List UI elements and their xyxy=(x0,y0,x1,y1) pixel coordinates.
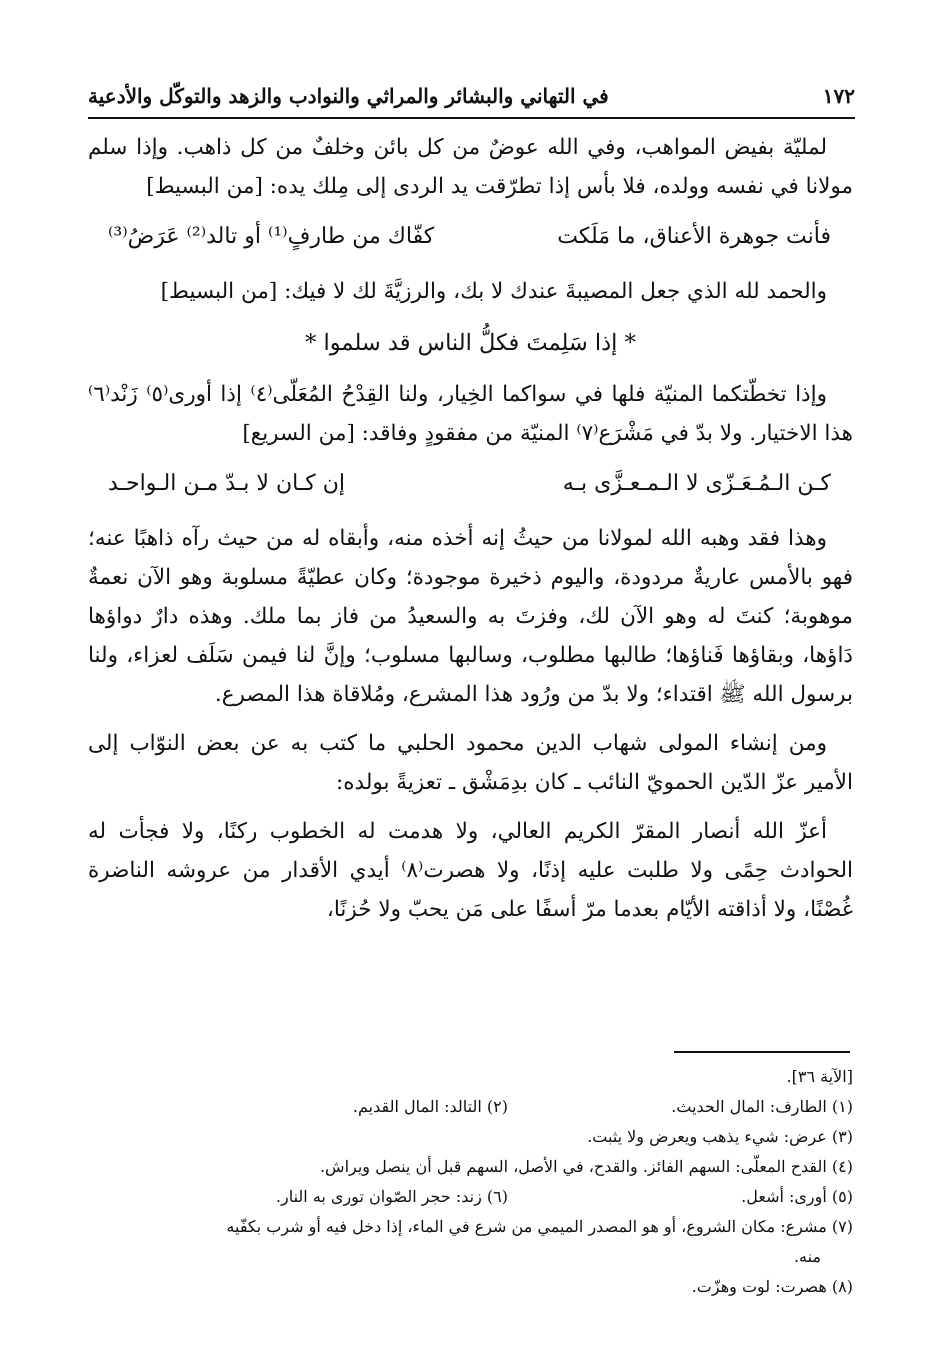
footnote-7: (٧) مشرع: مكان الشروع، أو هو المصدر الميمي من شرع في الماء، إذا دخل فيه أو شرب بكفّيه xyxy=(226,1217,853,1236)
footnote-row-5-6 xyxy=(88,1182,853,1212)
verse-2-first-hemistich: كـن الـمُـعَـزّى لا الـمـعـزَّى بـه xyxy=(562,471,831,496)
paragraph-6: أعزّ الله أنصار المقرّ الكريم العالي، ولا هدمت له الخطوب ركنًا، ولا فجأت له الحوادث حِمًى ولا طلبت عليه إذنًا، ولا هصرت⁽٨⁾ أيدي الأقدار من عروشه الناضرة غُصْنًا، ولا أذاقته الأيّام بعدما مرّ أسفًا على مَن يحبّ ولا حُزنًا، xyxy=(88,819,853,922)
verse-2 xyxy=(88,463,853,505)
main-text xyxy=(88,128,853,939)
paragraph-3: وإذا تخطّتكما المنيّة فلها في سواكما الخِيار، ولنا القِدْحُ المُعَلّى⁽٤⁾ إذا أورى⁽٥⁾ زَنْد⁽٦⁾ هذا الاختيار. ولا بدّ في مَشْرَع⁽٧⁾ المنيّة من مفقودٍ وفاقد: [من السريع] xyxy=(88,382,853,446)
footnote-row-1-2 xyxy=(88,1092,853,1122)
footnote-8: (٨) هصرت: لوت وهزّت. xyxy=(691,1277,853,1296)
header-rule xyxy=(88,117,855,119)
centered-verse: * إذا سَلِمتَ فكلُّ الناس قد سلموا * xyxy=(305,330,636,356)
verse-1 xyxy=(88,216,853,258)
running-head xyxy=(88,78,855,114)
footnote-3: (٣) عرض: شيء يذهب ويعرض ولا يثبت. xyxy=(587,1127,853,1146)
footnote-5: (٥) أورى: أشعل. xyxy=(741,1187,853,1206)
verse-1-second-hemistich: كفّاك من طارفٍ⁽¹⁾ أو تالد⁽²⁾ عَرَضُ⁽³⁾ xyxy=(108,224,435,249)
footnote-rule xyxy=(674,1051,850,1053)
footnote-7-continuation: منه. xyxy=(793,1247,821,1266)
footnote-1: (١) الطارف: المال الحديث. xyxy=(671,1097,853,1116)
footnotes xyxy=(88,1062,853,1302)
paragraph-1: لمليّة بفيض المواهب، وفي الله عوضٌ من كل بائن وخلفٌ من كل ذاهب. وإذا سلم مولانا في نفسه وولده، فلا بأس إذا تطرّقت يد الردى إلى مِلك يده: [من البسيط] xyxy=(88,135,853,199)
footnote-6: (٦) زند: حجر الصّوان تورى به النار. xyxy=(275,1187,508,1206)
verse-2-second-hemistich: إن كـان لا بـدّ مـن الـواحـد xyxy=(108,471,345,496)
running-title: في التهاني والبشائر والمراثي والنوادب والزهد والتوكّل والأدعية xyxy=(88,84,609,108)
paragraph-5: ومن إنشاء المولى شهاب الدين محمود الحلبي ما كتب به عن بعض النوّاب إلى الأمير عزّ الدّين الحمويّ النائب ـ كان بدِمَشْق ـ تعزيةً بولده: xyxy=(88,731,853,795)
footnote-2: (٢) التالد: المال القديم. xyxy=(352,1097,508,1116)
footnote-4: (٤) القدح المعلّى: السهم الفائز. والقدح، في الأصل، السهم قبل أن ينصل ويراش. xyxy=(319,1157,853,1176)
footnote-carryover: [الآية ٣٦]. xyxy=(786,1067,853,1086)
paragraph-4: وهذا فقد وهبه الله لمولانا من حيثُ إنه أخذه منه، وأبقاه له من حيث رآه ذاهبًا عنه؛ فهو بالأمس عاريةٌ مردودة، واليوم ذخيرة موجودة؛ وكان عطيّةً مسلوبة وهو الآن نعمةٌ موهوبة؛ كنتَ له وهو الآن لك، وفزتَ به والسعيدُ من فاز بما ملك. وهذه دارٌ دواؤها دَاؤها، وبقاؤها فَناؤها؛ طالبها مطلوب، وسالبها مسلوب؛ وإنَّ لنا فيمن سَلَف لعزاء، ولنا برسول الله ﷺ اقتداء؛ ولا بدّ من ورُود هذا المشرع، ومُلاقاة هذا المصرع. xyxy=(88,526,853,707)
paragraph-2: والحمد لله الذي جعل المصيبةَ عندك لا بك، والرزيَّةَ لك لا فيك: [من البسيط] xyxy=(160,279,827,304)
verse-1-first-hemistich: فأنت جوهرة الأعناق، ما مَلَكت xyxy=(557,224,831,249)
page-number: ١٧٢ xyxy=(822,84,855,108)
